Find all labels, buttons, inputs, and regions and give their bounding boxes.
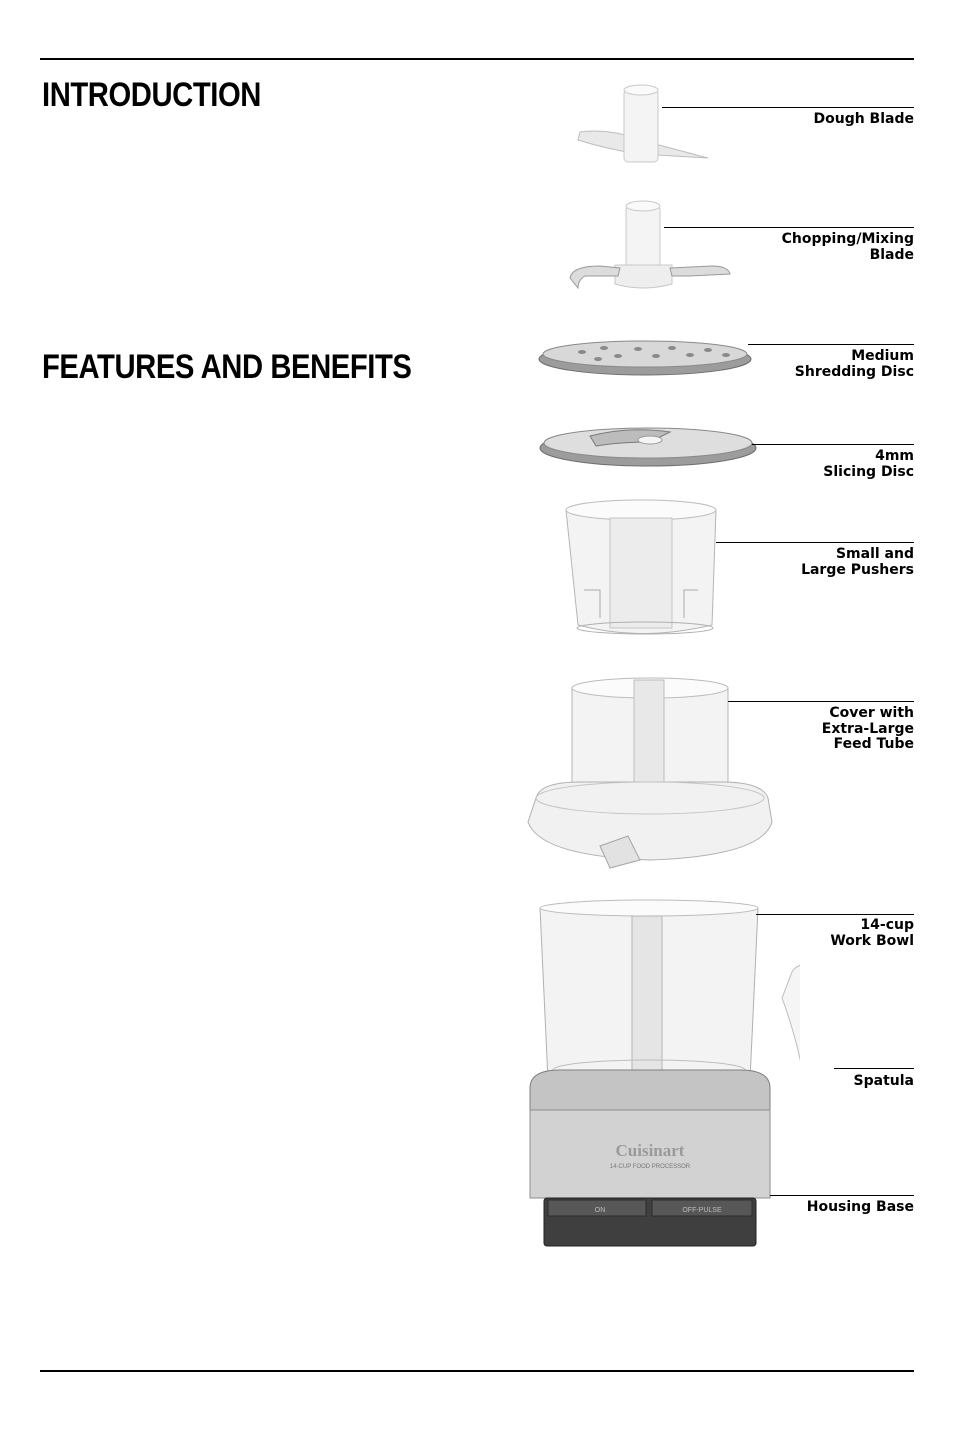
label-shredding-disc: [795, 349, 914, 380]
features-heading: FEATURES AND BENEFITS: [42, 348, 412, 386]
label-line: Extra-Large: [821, 720, 914, 737]
label-cover: [822, 706, 914, 753]
dough-blade-image: [578, 85, 708, 162]
shredding-disc-image: [539, 341, 751, 375]
pushers-image: [566, 500, 716, 634]
spatula-image: [782, 963, 800, 1188]
label-dough-blade: [813, 112, 914, 128]
leader-line-slicing-disc: [752, 444, 914, 445]
housing-base-image: [530, 1070, 770, 1246]
label-line: Slicing Disc: [823, 463, 914, 480]
label-pushers: [801, 547, 914, 578]
leader-line-shredding-disc: [748, 344, 914, 345]
chopping-blade-image: [570, 201, 730, 288]
label-line: Cover with: [829, 705, 914, 721]
leader-line-chopping-blade: [664, 227, 914, 228]
label-line: 4mm: [875, 448, 914, 464]
label-work-bowl: [830, 918, 914, 949]
top-rule: [40, 58, 914, 60]
label-line: Blade: [869, 246, 914, 263]
off-pulse-button-text: OFF-PULSE: [682, 1207, 722, 1214]
introduction-heading: INTRODUCTION: [42, 76, 262, 114]
label-line: Dough Blade: [813, 111, 914, 127]
label-line: Work Bowl: [830, 932, 914, 949]
leader-line-spatula: [834, 1068, 914, 1069]
leader-line-housing-base: [770, 1195, 914, 1196]
label-line: Chopping/Mixing: [781, 231, 914, 247]
work-bowl-image: [540, 900, 758, 1088]
label-line: Medium: [851, 348, 914, 364]
base-model-text: 14-CUP FOOD PROCESSOR: [609, 1164, 691, 1170]
label-line: Feed Tube: [833, 736, 914, 752]
cover-image: [528, 678, 772, 868]
label-line: Housing Base: [806, 1199, 914, 1215]
exploded-parts-illustration: [500, 70, 800, 1260]
label-line: Large Pushers: [801, 561, 914, 578]
label-line: Spatula: [853, 1073, 914, 1089]
label-housing-base: [807, 1200, 914, 1216]
label-line: 14-cup: [860, 917, 914, 933]
bottom-rule: [40, 1370, 914, 1372]
base-logo-text: Cuisinart: [615, 1141, 685, 1160]
leader-line-cover: [728, 701, 914, 702]
label-line: Small and: [835, 546, 914, 562]
label-spatula: [854, 1074, 914, 1090]
label-chopping-blade: [782, 232, 914, 263]
leader-line-pushers: [716, 542, 914, 543]
on-button-text: ON: [594, 1207, 606, 1214]
leader-line-work-bowl: [756, 914, 914, 915]
label-slicing-disc: [823, 449, 914, 480]
label-line: Shredding Disc: [794, 363, 914, 380]
slicing-disc-image: [540, 428, 756, 466]
leader-line-dough-blade: [662, 107, 914, 108]
